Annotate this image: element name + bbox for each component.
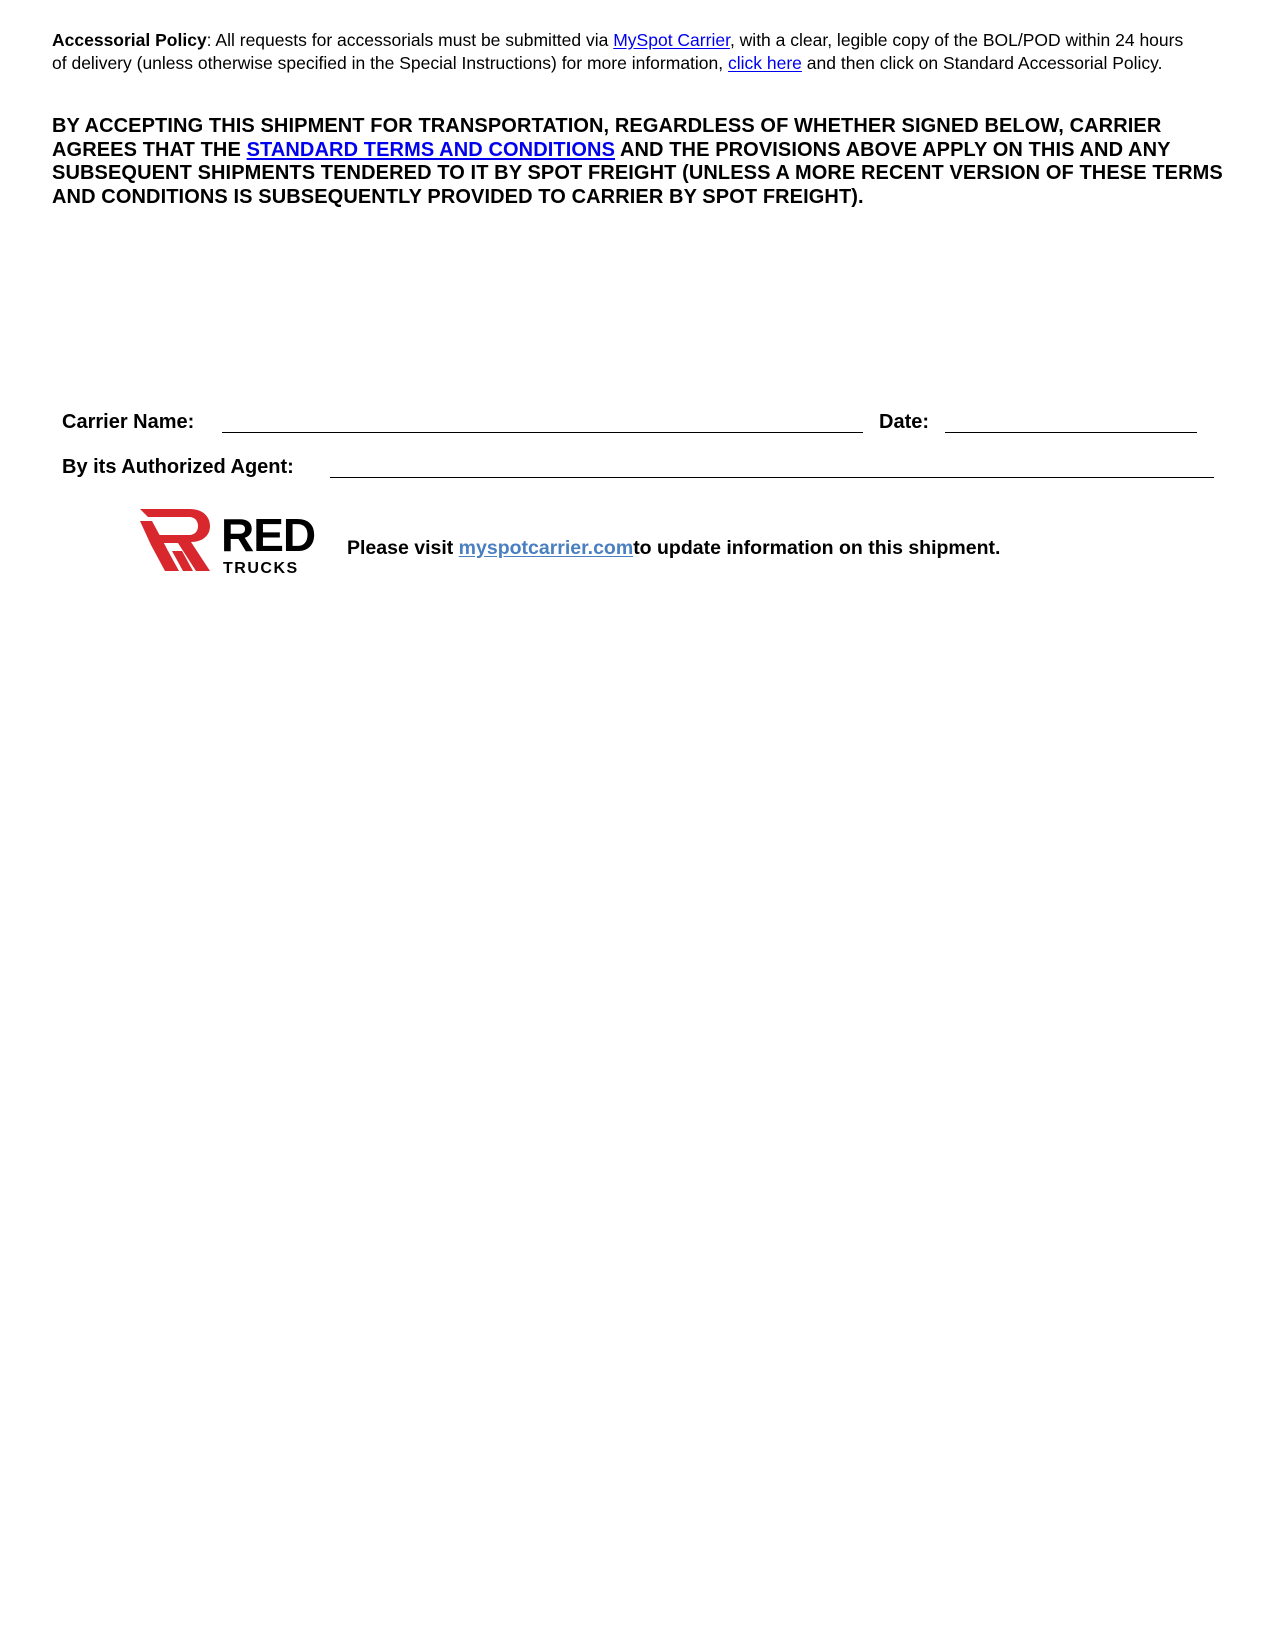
policy-text: and then click on Standard Accessorial Policy. [801, 53, 1163, 73]
visit-suffix: to update information on this shipment. [633, 537, 1001, 559]
accessorial-policy-paragraph [52, 29, 1202, 75]
policy-text: , with a clear, legible copy of the BOL/POD within 24 hours of delivery (unless otherwise specified in the Special Instructions) for more information, [52, 30, 1184, 73]
logo-subword: TRUCKS [223, 560, 299, 577]
visit-prefix: Please visit [347, 537, 459, 559]
myspotcarrier-link[interactable]: myspotcarrier.com [458, 537, 634, 559]
myspot-carrier-link[interactable]: MySpot Carrier [613, 30, 730, 50]
carrier-name-label: Carrier Name: [62, 411, 195, 433]
authorized-agent-line[interactable] [330, 477, 1214, 478]
visit-message [347, 536, 1000, 560]
red-r-mark-icon [140, 509, 210, 571]
date-label: Date: [879, 411, 930, 433]
standard-terms-link[interactable]: STANDARD TERMS AND CONDITIONS [246, 138, 616, 161]
authorized-agent-label: By its Authorized Agent: [62, 456, 294, 478]
accessorial-policy-label: Accessorial Policy [52, 30, 207, 50]
policy-text: : All requests for accessorials must be submitted via [206, 30, 614, 50]
click-here-link[interactable]: click here [728, 53, 802, 73]
terms-text: AND THE PROVISIONS ABOVE APPLY ON THIS AND ANY SUBSEQUENT SHIPMENTS TENDERED TO IT BY SPOT FREIGHT (UNLESS A MORE RECENT VERSION OF THESE TERMS AND CONDITIONS IS SUBSEQUENTLY PROVIDED TO CARRIER BY SPOT FREIGHT). [52, 138, 1223, 208]
terms-acceptance-paragraph [52, 115, 1227, 209]
carrier-name-line[interactable] [222, 432, 863, 433]
terms-text: BY ACCEPTING THIS SHIPMENT FOR TRANSPORTATION, REGARDLESS OF WHETHER SIGNED BELOW, CARRIER AGREES THAT THE [52, 115, 1162, 161]
logo-word: RED [221, 509, 316, 561]
date-line[interactable] [945, 432, 1197, 433]
red-trucks-logo [138, 507, 333, 577]
